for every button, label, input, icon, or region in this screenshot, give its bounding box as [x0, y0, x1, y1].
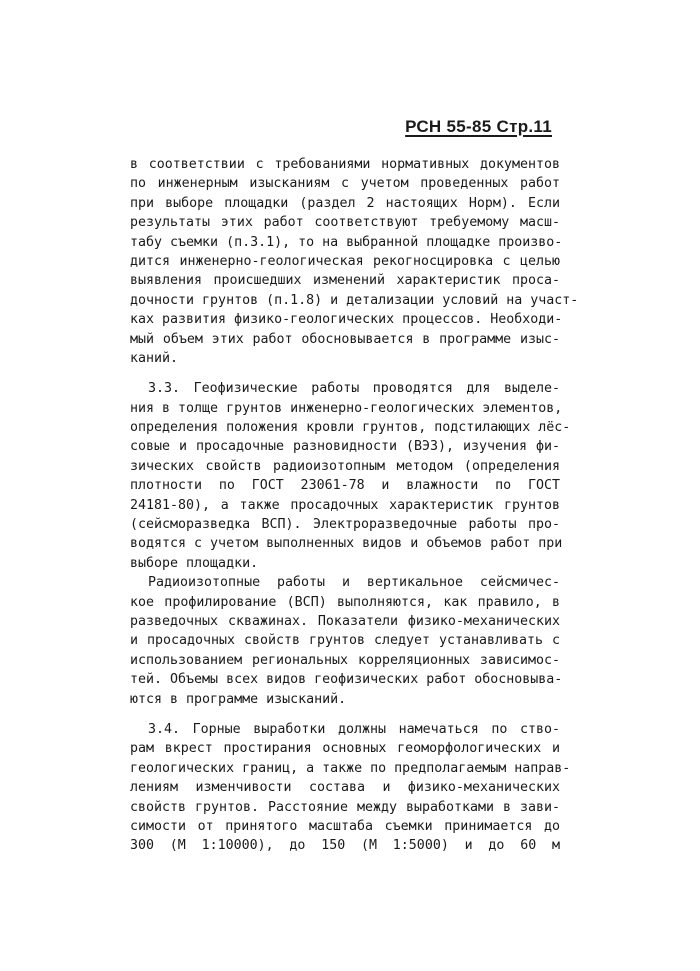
text-line: (сейсморазведка ВСП). Электроразведочные работы про-	[130, 517, 560, 533]
text-line: совые и просадочные разновидности (ВЭЗ), изучения фи-	[130, 439, 560, 455]
text-line: мый объем этих работ обосновывается в программе изыс-	[130, 331, 560, 347]
document-reference-header: РСН 55-85 Стр.11	[405, 117, 552, 136]
text-line: по инженерным изысканиям с учетом проведенных работ	[130, 176, 560, 192]
text-line: разведочных скважинах. Показатели физико-механических	[130, 613, 560, 629]
text-line: кое профилирование (ВСП) выполняются, как правило, в	[130, 594, 560, 610]
text-line: водятся с учетом выполненных видов и объемов работ при	[130, 536, 563, 552]
text-line: 24181-80), а также просадочных характеристик грунтов	[130, 497, 560, 513]
text-line: ния в толще грунтов инженерно-геологических элементов,	[130, 400, 563, 416]
paragraph-gap	[130, 709, 560, 720]
text-line: дится инженерно-геологическая рекогносцировка с целью	[130, 253, 560, 269]
text-line: выборе площадки.	[130, 555, 259, 571]
text-line: симости от принятого масштаба съемки принимается до	[130, 818, 560, 834]
text-line: и просадочных свойств грунтов следует устанавливать с	[130, 633, 560, 649]
document-body	[130, 155, 579, 856]
text-line: использованием региональных корреляционных зависимос-	[130, 652, 560, 668]
text-line: Радиоизотопные работы и вертикальное сейсмичес-	[148, 575, 560, 591]
text-line: табу съемки (п.3.1), то на выбранной площадке произво-	[130, 234, 563, 250]
text-line: 3.4. Горные выработки должны намечаться по ство-	[148, 721, 560, 737]
text-line: свойств грунтов. Расстояние между выработками в зави-	[130, 799, 560, 815]
paragraph-3-3	[130, 379, 571, 573]
paragraph-gap	[130, 368, 560, 379]
paragraph-radioisotope	[130, 573, 563, 709]
text-line: 3.3. Геофизические работы проводятся для выделе-	[148, 381, 560, 397]
text-line: каний.	[130, 350, 179, 366]
paragraph-3-4	[130, 720, 571, 856]
text-line: рам вкрест простирания основных геоморфологических и	[130, 741, 560, 757]
text-line: 300 (М 1:10000), до 150 (М 1:5000) и до 60 м	[130, 838, 560, 854]
text-line: в соответствии с требованиями нормативных документов	[130, 157, 560, 172]
text-line: результаты этих работ соответствуют требуемому масш-	[130, 215, 560, 231]
text-line: лениям изменчивости состава и физико-механических	[130, 780, 560, 796]
text-line: ках развития физико-геологических процессов. Необходи-	[130, 312, 563, 328]
text-line: зических свойств радиоизотопным методом (определения	[130, 458, 560, 474]
text-line: тей. Объемы всех видов геофизических работ обосновыва-	[130, 672, 563, 688]
text-line: плотности по ГОСТ 23061-78 и влажности по ГОСТ	[130, 478, 560, 494]
text-line: ются в программе изысканий.	[130, 691, 347, 707]
text-line: дочности грунтов (п.1.8) и детализации условий на участ-	[130, 292, 579, 308]
text-line: при выборе площадки (раздел 2 настоящих Норм). Если	[130, 195, 560, 211]
paragraph-continuation	[130, 155, 579, 368]
text-line: определения положения кровли грунтов, подстилающих лёс-	[130, 420, 571, 436]
text-line: геологических границ, а также по предполагаемым направ-	[130, 760, 571, 776]
text-line: выявления происшедших изменений характеристик проса-	[130, 273, 560, 289]
